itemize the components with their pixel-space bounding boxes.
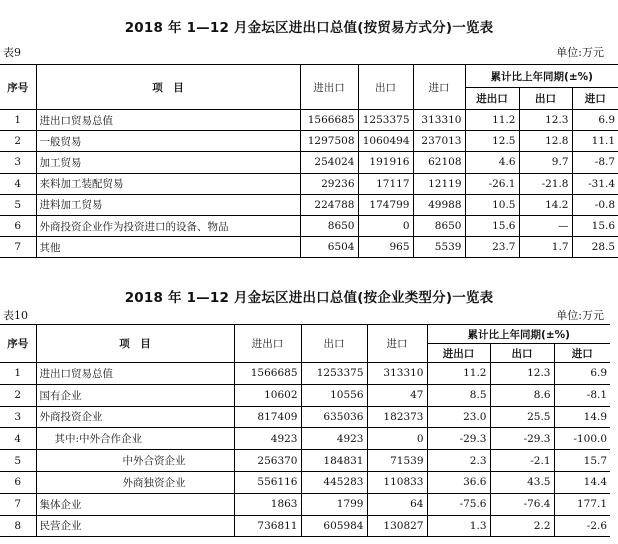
row-item-name: 进出口贸易总值 [36, 110, 300, 131]
col-growth-group-header: 累计比上年同期(±%) [465, 65, 618, 88]
col-export-header: 出口 [301, 325, 367, 363]
table10-unit: 单位:万元 [556, 309, 604, 322]
row-item-name: 集体企业 [36, 493, 234, 515]
row-import-value: 12119 [413, 173, 465, 194]
row-import-growth: 15.6 [572, 215, 618, 236]
row-export-value: 10556 [301, 384, 367, 406]
col-seq-header: 序号 [0, 65, 36, 110]
table-row [0, 194, 618, 215]
row-import-growth: 177.1 [554, 493, 610, 515]
table10-title: 2018 年 1—12 月金坛区进出口总值(按企业类型分)一览表 [124, 290, 494, 306]
col-item-header: 项 目 [36, 65, 300, 110]
row-import-growth: -8.7 [572, 152, 618, 173]
col-growth-import-header: 进口 [554, 344, 610, 363]
row-export-growth: -76.4 [490, 493, 554, 515]
row-total-growth: -26.1 [465, 173, 519, 194]
row-export-value: 635036 [301, 406, 367, 428]
col-growth-total-header: 进出口 [465, 88, 519, 110]
row-item-name: 其他 [36, 237, 300, 258]
row-import-growth: 6.9 [554, 363, 610, 385]
row-seq: 3 [0, 152, 36, 173]
row-import-value: 130827 [367, 515, 427, 537]
row-seq: 7 [0, 237, 36, 258]
row-item-name: 加工贸易 [36, 152, 300, 173]
row-total-growth: 2.3 [427, 450, 490, 472]
table-row [0, 471, 610, 493]
row-total-value: 6504 [300, 237, 358, 258]
row-total-growth: 36.6 [427, 471, 490, 493]
row-total-value: 4923 [234, 428, 301, 450]
row-import-value: 62108 [413, 152, 465, 173]
row-import-value: 313310 [413, 110, 465, 131]
row-total-value: 556116 [234, 471, 301, 493]
col-growth-group-header: 累计比上年同期(±%) [427, 325, 610, 344]
row-import-growth: 14.4 [554, 471, 610, 493]
col-total-header: 进出口 [300, 65, 358, 110]
row-seq: 7 [0, 493, 36, 515]
table9-unit: 单位:万元 [556, 46, 604, 59]
row-total-value: 736811 [234, 515, 301, 537]
row-total-growth: 11.2 [465, 110, 519, 131]
row-export-growth: -21.8 [519, 173, 572, 194]
row-import-value: 49988 [413, 194, 465, 215]
table-row [0, 515, 610, 537]
row-import-value: 182373 [367, 406, 427, 428]
col-growth-export-header: 出口 [490, 344, 554, 363]
row-export-growth: 1.7 [519, 237, 572, 258]
row-export-growth: -2.1 [490, 450, 554, 472]
row-seq: 4 [0, 428, 36, 450]
table-row [0, 450, 610, 472]
row-total-growth: 23.7 [465, 237, 519, 258]
row-total-growth: 15.6 [465, 215, 519, 236]
row-import-growth: 6.9 [572, 110, 618, 131]
row-seq: 1 [0, 110, 36, 131]
row-total-growth: 4.6 [465, 152, 519, 173]
col-growth-export-header: 出口 [519, 88, 572, 110]
row-export-growth: 9.7 [519, 152, 572, 173]
table9-number: 表9 [3, 46, 21, 59]
table-row [0, 173, 618, 194]
table-row [0, 110, 618, 131]
table-row [0, 493, 610, 515]
row-export-growth: 8.6 [490, 384, 554, 406]
row-import-growth: 28.5 [572, 237, 618, 258]
table10-number: 表10 [3, 309, 28, 322]
row-total-value: 8650 [300, 215, 358, 236]
row-export-value: 0 [358, 215, 413, 236]
row-seq: 8 [0, 515, 36, 537]
col-growth-import-header: 进口 [572, 88, 618, 110]
col-import-header: 进口 [367, 325, 427, 363]
row-import-growth: 11.1 [572, 131, 618, 152]
table-row [0, 406, 610, 428]
row-export-value: 4923 [301, 428, 367, 450]
table-row [0, 363, 610, 385]
row-import-value: 110833 [367, 471, 427, 493]
row-import-growth: 15.7 [554, 450, 610, 472]
col-export-header: 出口 [358, 65, 413, 110]
row-import-value: 5539 [413, 237, 465, 258]
row-total-value: 29236 [300, 173, 358, 194]
row-total-growth: 1.3 [427, 515, 490, 537]
col-seq-header: 序号 [0, 325, 36, 363]
row-seq: 2 [0, 131, 36, 152]
row-seq: 4 [0, 173, 36, 194]
row-item-name: 进出口贸易总值 [36, 363, 234, 385]
row-export-value: 445283 [301, 471, 367, 493]
col-growth-total-header: 进出口 [427, 344, 490, 363]
table-row [0, 237, 618, 258]
row-import-growth: 14.9 [554, 406, 610, 428]
row-export-growth: 25.5 [490, 406, 554, 428]
row-export-value: 965 [358, 237, 413, 258]
row-total-value: 254024 [300, 152, 358, 173]
table10 [0, 324, 610, 537]
row-export-value: 184831 [301, 450, 367, 472]
row-import-value: 64 [367, 493, 427, 515]
row-export-value: 191916 [358, 152, 413, 173]
row-seq: 3 [0, 406, 36, 428]
row-import-value: 237013 [413, 131, 465, 152]
row-total-growth: 23.0 [427, 406, 490, 428]
row-import-value: 47 [367, 384, 427, 406]
row-seq: 1 [0, 363, 36, 385]
row-total-value: 1297508 [300, 131, 358, 152]
row-item-name: 外商投资企业 [36, 406, 234, 428]
table9 [0, 64, 618, 258]
row-seq: 5 [0, 194, 36, 215]
row-total-value: 1566685 [234, 363, 301, 385]
row-export-value: 174799 [358, 194, 413, 215]
row-export-growth: 12.3 [490, 363, 554, 385]
row-import-value: 71539 [367, 450, 427, 472]
col-total-header: 进出口 [234, 325, 301, 363]
row-item-name: 外商投资企业作为投资进口的设备、物品 [36, 215, 300, 236]
row-item-name: 一般贸易 [36, 131, 300, 152]
row-export-value: 17117 [358, 173, 413, 194]
row-export-growth: — [519, 215, 572, 236]
row-export-value: 1060494 [358, 131, 413, 152]
row-seq: 6 [0, 471, 36, 493]
row-export-value: 605984 [301, 515, 367, 537]
col-import-header: 进口 [413, 65, 465, 110]
row-total-value: 224788 [300, 194, 358, 215]
table-row [0, 428, 610, 450]
row-total-value: 1566685 [300, 110, 358, 131]
row-item-name: 其中:中外合作企业 [36, 428, 234, 450]
row-import-growth: -0.8 [572, 194, 618, 215]
row-total-value: 256370 [234, 450, 301, 472]
table9-title: 2018 年 1—12 月金坛区进出口总值(按贸易方式分)一览表 [124, 20, 494, 36]
row-import-growth: -8.1 [554, 384, 610, 406]
row-seq: 5 [0, 450, 36, 472]
row-item-name: 民营企业 [36, 515, 234, 537]
row-export-growth: 43.5 [490, 471, 554, 493]
table-row [0, 384, 610, 406]
row-total-value: 10602 [234, 384, 301, 406]
row-item-name: 进料加工贸易 [36, 194, 300, 215]
row-total-growth: -29.3 [427, 428, 490, 450]
row-total-growth: 8.5 [427, 384, 490, 406]
row-export-growth: 2.2 [490, 515, 554, 537]
row-import-growth: -100.0 [554, 428, 610, 450]
col-item-header: 项 目 [36, 325, 234, 363]
row-seq: 2 [0, 384, 36, 406]
row-import-growth: -31.4 [572, 173, 618, 194]
table-row [0, 152, 618, 173]
row-item-name: 来料加工装配贸易 [36, 173, 300, 194]
row-export-growth: 12.3 [519, 110, 572, 131]
table-row [0, 215, 618, 236]
row-total-growth: 11.2 [427, 363, 490, 385]
row-total-value: 817409 [234, 406, 301, 428]
row-export-value: 1253375 [301, 363, 367, 385]
row-item-name: 外商独资企业 [36, 471, 234, 493]
row-seq: 6 [0, 215, 36, 236]
row-item-name: 中外合资企业 [36, 450, 234, 472]
row-item-name: 国有企业 [36, 384, 234, 406]
table-row [0, 131, 618, 152]
row-export-growth: 12.8 [519, 131, 572, 152]
row-import-value: 0 [367, 428, 427, 450]
row-total-growth: -75.6 [427, 493, 490, 515]
row-export-value: 1253375 [358, 110, 413, 131]
row-export-value: 1799 [301, 493, 367, 515]
row-import-growth: -2.6 [554, 515, 610, 537]
row-total-growth: 10.5 [465, 194, 519, 215]
row-total-value: 1863 [234, 493, 301, 515]
row-export-growth: -29.3 [490, 428, 554, 450]
row-total-growth: 12.5 [465, 131, 519, 152]
row-import-value: 313310 [367, 363, 427, 385]
row-export-growth: 14.2 [519, 194, 572, 215]
row-import-value: 8650 [413, 215, 465, 236]
